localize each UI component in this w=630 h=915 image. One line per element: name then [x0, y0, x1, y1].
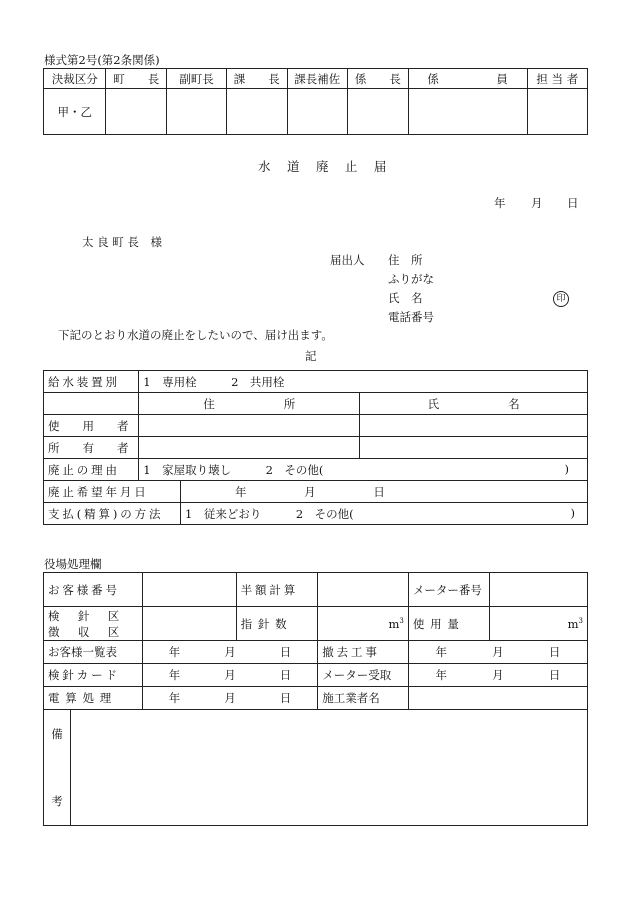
approval-cell[interactable]: [106, 89, 167, 135]
removal-work-date[interactable]: 年 月 日: [408, 641, 587, 664]
approval-type-value: 甲・乙: [44, 89, 106, 135]
user-address-cell[interactable]: [139, 415, 360, 437]
office-section-title: 役場処理欄: [44, 557, 102, 571]
addressee: 太 良 町 長 様: [82, 235, 162, 249]
district-label-cell: [44, 607, 143, 641]
intro-text: 下記のとおり水道の廃止をしたいので、届け出ます。: [58, 328, 333, 342]
approval-header: 副町長: [167, 69, 227, 89]
collection-district-label: 徴収区: [48, 624, 138, 639]
user-name-cell[interactable]: [360, 415, 588, 437]
remarks-label-top: 備: [51, 727, 63, 741]
usage-label: 使用量: [408, 607, 489, 641]
approval-header: 町 長: [106, 69, 167, 89]
form-number: 様式第2号(第2条関係): [44, 53, 160, 67]
address-column-header: 住 所: [139, 393, 360, 415]
customer-list-date[interactable]: 年 月 日: [142, 641, 318, 664]
approval-cell[interactable]: [167, 89, 227, 135]
customer-list-label: お客様一覧表: [44, 641, 143, 664]
meter-receive-date[interactable]: 年 月 日: [408, 664, 587, 687]
half-calc-cell[interactable]: [318, 573, 409, 607]
main-table: [43, 370, 588, 525]
applicant-label: 届出人: [330, 253, 365, 267]
approval-header: 課 長: [226, 69, 287, 89]
approval-cell[interactable]: [287, 89, 348, 135]
desired-date-cell[interactable]: [181, 481, 588, 503]
meter-number-cell[interactable]: [489, 573, 587, 607]
desired-date-label: 廃止希望年月日: [44, 481, 181, 503]
date-month-label: 月: [531, 196, 543, 210]
document-title: 水 道 廃 止 届: [258, 159, 393, 174]
payment-options: 1 従来どおり 2 その他(: [185, 506, 354, 521]
meter-receive-label: メーター受取: [318, 664, 409, 687]
approval-cell[interactable]: [226, 89, 287, 135]
applicant-address-label: 住 所: [388, 253, 423, 267]
remarks-cell[interactable]: [71, 710, 588, 826]
approval-header: 係 員: [408, 69, 527, 89]
approval-table: [43, 68, 588, 135]
meter-index-label: 指針数: [236, 607, 318, 641]
ki-label: 記: [305, 349, 317, 363]
reason-cell[interactable]: [139, 459, 588, 481]
approval-header: 担 当 者: [527, 69, 587, 89]
applicant-furigana-label: ふりがな: [388, 272, 434, 286]
reason-label: 廃止の理由: [44, 459, 139, 481]
payment-method-label: 支払(精算)の方法: [44, 503, 181, 525]
owner-name-cell[interactable]: [360, 437, 588, 459]
contractor-cell[interactable]: [408, 687, 587, 710]
removal-work-label: 撤去工事: [318, 641, 409, 664]
remarks-label-bottom: 考: [51, 794, 63, 808]
computer-process-date[interactable]: 年 月 日: [142, 687, 318, 710]
seal-icon: 印: [553, 290, 569, 307]
desired-date-month: 月: [304, 484, 316, 499]
half-calc-label: 半額計算: [236, 573, 318, 607]
owner-row-label: 所 有 者: [44, 437, 139, 459]
user-row-label: 使 用 者: [44, 415, 139, 437]
contractor-label: 施工業者名: [318, 687, 409, 710]
customer-number-cell[interactable]: [142, 573, 236, 607]
owner-address-cell[interactable]: [139, 437, 360, 459]
payment-method-cell[interactable]: [181, 503, 588, 525]
supply-type-value: 1 専用栓 2 共用栓: [139, 371, 588, 393]
district-cell[interactable]: [142, 607, 236, 641]
reason-options: 1 家屋取り壊し 2 その他(: [143, 462, 324, 477]
name-column-header: 氏 名: [360, 393, 588, 415]
approval-cell[interactable]: [527, 89, 587, 135]
meter-reading-district-label: 検針区: [48, 608, 138, 623]
customer-number-label: お客様番号: [44, 573, 143, 607]
meter-card-label: 検針カード: [44, 664, 143, 687]
approval-cell[interactable]: [348, 89, 409, 135]
meter-card-date[interactable]: 年 月 日: [142, 664, 318, 687]
blank-cell: [44, 393, 139, 415]
office-table: [43, 572, 588, 710]
payment-close-paren: ): [570, 505, 575, 520]
approval-cell[interactable]: [408, 89, 527, 135]
approval-header: 課長補佐: [287, 69, 348, 89]
date-year-label: 年: [494, 196, 506, 210]
reason-close-paren: ): [564, 461, 569, 476]
computer-process-label: 電算処理: [44, 687, 143, 710]
remarks-table: [43, 709, 588, 826]
desired-date-year: 年: [235, 484, 247, 499]
approval-header: 係 長: [348, 69, 409, 89]
meter-number-label: メーター番号: [408, 573, 489, 607]
remarks-label-cell: [44, 710, 71, 826]
approval-header: 決裁区分: [44, 69, 106, 89]
applicant-phone-label: 電話番号: [388, 310, 434, 324]
applicant-name-label: 氏 名: [388, 291, 423, 305]
desired-date-day: 日: [373, 484, 385, 499]
date-day-label: 日: [567, 196, 579, 210]
usage-cell[interactable]: $m^3$: [489, 607, 587, 641]
supply-type-label: 給水装置別: [44, 371, 139, 393]
meter-index-cell[interactable]: $m^3$: [318, 607, 409, 641]
